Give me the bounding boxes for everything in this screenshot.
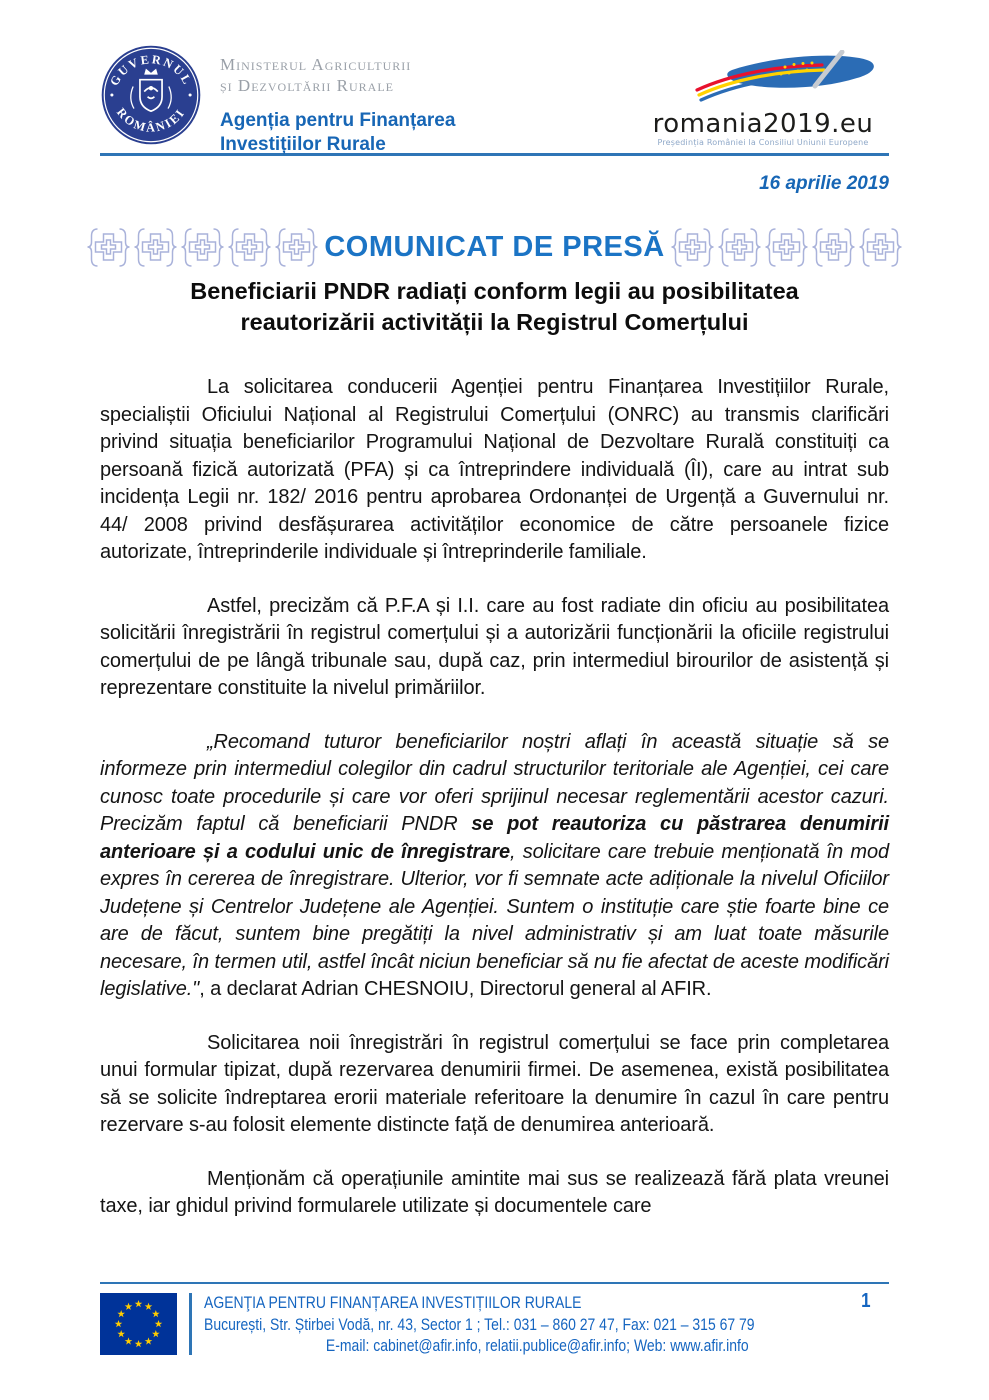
chain-border-left-decoration	[85, 221, 320, 273]
document-subtitle: Beneficiarii PNDR radiați conform legii au posibilitatea reautorizării activității la Registrul Comerțului	[190, 278, 799, 335]
document-body	[100, 374, 889, 1221]
paragraph-4: Solicitarea noii înregistrări în registrul comerțului se face prin completarea unui formular tipizat, după rezervarea denumirii firmei. De asemenea, există posibilitatea să se solicite îndreptarea erorii materiale referitoare la denumire în cazul în care pentru rezervare s-au folosit elemente distincte față de denumirea anterioară.	[100, 1031, 889, 1136]
page-title: COMUNICAT DE PRESĂ	[324, 230, 665, 263]
ministry-name: Ministerul Agriculturii și Dezvoltării Rurale	[220, 55, 412, 95]
document-footer	[100, 1282, 889, 1360]
date-line: 16 aprilie 2019	[759, 173, 889, 194]
svg-text:ROMÂNIEI: ROMÂNIEI	[113, 105, 188, 135]
page-number: 1	[861, 1290, 871, 1312]
eu-flag-icon	[100, 1293, 177, 1360]
paragraph-1: La solicitarea conducerii Agenției pentru Finanțarea Investițiilor Rurale, specialiștii Oficiului Național al Registrului Comerțului (ONRC) au transmis clarificări privind situația beneficiarilor Programului Național de Dezvoltare Rurală constituiți ca persoană fizică autorizată (PFA) și ca întreprindere individuală (ÎI), care au intrat sub incidența Legii nr. 182/ 2016 pentru aprobarea Ordonanței de Urgență a Guvernului nr. 44/ 2008 privind desfășurarea activităților economice de către persoanele fizice autorizate, întreprinderile individuale și întreprinderile familiale.	[100, 376, 889, 563]
government-seal-icon	[100, 44, 202, 157]
footer-email-line: E-mail: cabinet@afir.info, relatii.publice@afir.info; Web: www.afir.info	[325, 1337, 749, 1355]
romania2019-wordmark: romania2019.eu	[652, 109, 874, 139]
paragraph-2: Astfel, precizăm că P.F.A și I.I. care au fost radiate din oficiu au posibilitatea solicitării înregistrării în registrul comerțului și a autorizării funcționării la oficiile registrului comerțului de pe lângă tribunale sau, după caz, prin intermediul birourilor de asistență și reprezentare constituite la nivelul primăriilor.	[100, 594, 889, 699]
footer-contact-block	[204, 1290, 871, 1358]
quote-paragraph: „Recomand tuturor beneficiarilor noștri aflați în această situație să se informeze prin intermediul colegilor din cadrul structurilor teritoriale ale Agenției, cei care cunosc toate procedurile și care vor oferi sprijinul necesar reglementării acestor cazuri. Precizăm faptul că beneficiarii PNDR se pot reautoriza cu păstrarea denumirii anterioare și a codului unic de înregistrare, solicitare care trebuie menționată în mod expres în cererea de înregistrare. Ulterior, vor fi semnate acte adiționale la nivelul Oficiilor Județene și Centrelor Județene ale Agenției. Suntem o instituție care știe foarte bine ce are de făcut, suntem bine pregătiți la nivel administrativ și am luat toate măsurile necesare, în termen util, astfel încât niciun beneficiar să nu fie afectat de aceste modificări legislative.", a declarat Adrian CHESNOIU, Directorul general al AFIR.	[100, 730, 889, 1000]
footer-vertical-divider	[189, 1293, 192, 1355]
footer-agency-line: AGENŢIA PENTRU FINANȚAREA INVESTIȚIILOR RURALE	[204, 1294, 582, 1312]
agency-name: Agenția pentru Finanțarea Investițiilor Rurale	[220, 110, 456, 155]
footer-divider	[100, 1282, 889, 1284]
footer-address-line: București, Str. Știrbei Vodă, nr. 43, Sector 1 ; Tel.: 031 – 860 27 47, Fax: 021 – 315 67 79	[204, 1315, 755, 1334]
svg-text:GUVERNUL: GUVERNUL	[107, 52, 195, 89]
title-row	[100, 219, 889, 275]
paragraph-5: Menționăm că operațiunile amintite mai sus se realizează fără plata vreunei taxe, iar ghidul privind formularele utilizate și documentele care	[100, 1167, 889, 1217]
romania2019-logo	[637, 50, 889, 147]
document-header	[100, 44, 889, 155]
romania2019-tagline: Președinția României la Consiliul Uniunii Europene	[657, 138, 869, 147]
chain-border-right-decoration	[669, 221, 904, 273]
